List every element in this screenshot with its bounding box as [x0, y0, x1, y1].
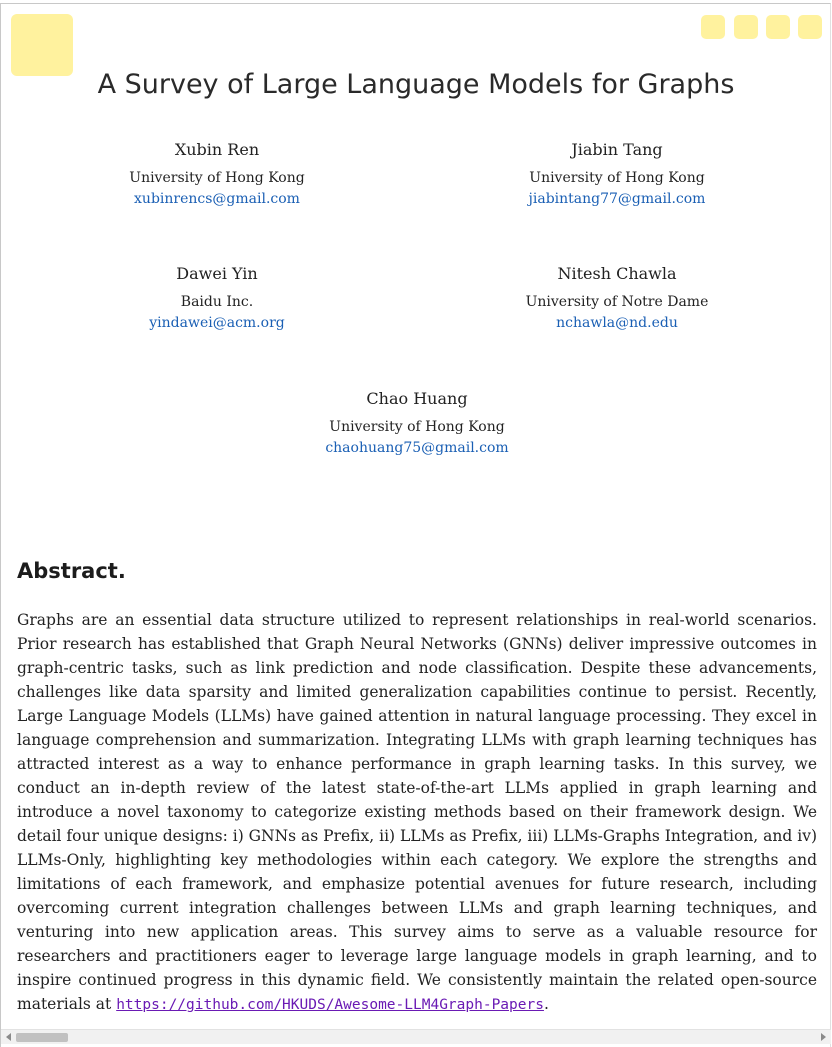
horizontal-scrollbar[interactable] — [1, 1029, 831, 1044]
author-name: Dawei Yin — [176, 264, 258, 283]
logo-placeholder — [11, 14, 73, 76]
toolbar-button-2[interactable] — [734, 15, 758, 39]
paper-title: A Survey of Large Language Models for Graphs — [97, 69, 735, 100]
author-email-link[interactable]: nchawla@nd.edu — [556, 315, 678, 331]
author-block — [467, 138, 767, 209]
author-affiliation: University of Hong Kong — [129, 170, 305, 186]
author-affiliation: University of Hong Kong — [329, 419, 505, 435]
author-email-link[interactable]: yindawei@acm.org — [149, 315, 285, 331]
author-name: Xubin Ren — [174, 140, 260, 159]
scroll-left-icon[interactable] — [6, 1033, 11, 1041]
toolbar-button-3[interactable] — [766, 15, 790, 39]
author-name: Chao Huang — [366, 389, 468, 408]
author-block — [267, 387, 567, 458]
scroll-right-icon[interactable] — [821, 1033, 826, 1041]
author-name: Nitesh Chawla — [557, 264, 677, 283]
author-affiliation: University of Hong Kong — [529, 170, 705, 186]
author-affiliation: Baidu Inc. — [180, 294, 254, 310]
toolbar-button-1[interactable] — [701, 15, 725, 39]
author-email-link[interactable]: xubinrencs@gmail.com — [134, 191, 300, 207]
github-link[interactable]: https://github.com/HKUDS/Awesome-LLM4Graph-Papers — [116, 997, 544, 1013]
author-affiliation: University of Notre Dame — [525, 294, 709, 310]
author-block — [467, 262, 767, 333]
toolbar-button-4[interactable] — [798, 15, 822, 39]
abstract-end: . — [543, 995, 549, 1013]
abstract-paragraph — [17, 608, 817, 1017]
author-email-link[interactable]: chaohuang75@gmail.com — [325, 440, 509, 456]
scrollbar-thumb[interactable] — [16, 1033, 68, 1042]
author-email-link[interactable]: jiabintang77@gmail.com — [528, 191, 706, 207]
author-block — [67, 138, 367, 209]
abstract-heading: Abstract. — [17, 559, 126, 583]
author-block — [67, 262, 367, 333]
abstract-text: Graphs are an essential data structure utilized to represent relationships in real-world scenarios. Prior research has established that Graph Neural Networks (GNNs) deliver impressive outcomes in graph-centric tasks, such as link prediction and node classification. Despite these advancements, challenges like data sparsity and limited generalization capabilities continue to persist. Recently, Large Language Models (LLMs) have gained attention in natural language processing. They excel in language comprehension and summarization. Integrating LLMs with graph learning techniques has attracted interest as a way to enhance performance in graph learning tasks. In this survey, we conduct an in-depth review of the latest state-of-the-art LLMs applied in graph learning and introduce a novel taxonomy to categorize existing methods based on their framework design. We detail four unique designs: i) GNNs as Prefix, ii) LLMs as Prefix, iii) LLMs-Graphs Integration, and iv) LLMs-Only, highlighting key methodologies within each category. We explore the strengths and limitations of each framework, and emphasize potential avenues for future research, including overcoming current integration challenges between LLMs and graph learning techniques, and venturing into new application areas. This survey aims to serve as a valuable resource for researchers and practitioners eager to leverage large language models in graph learning, and to inspire continued progress in this dynamic field. We consistently maintain the related open-source materials at — [17, 611, 817, 1013]
author-name: Jiabin Tang — [571, 140, 663, 159]
